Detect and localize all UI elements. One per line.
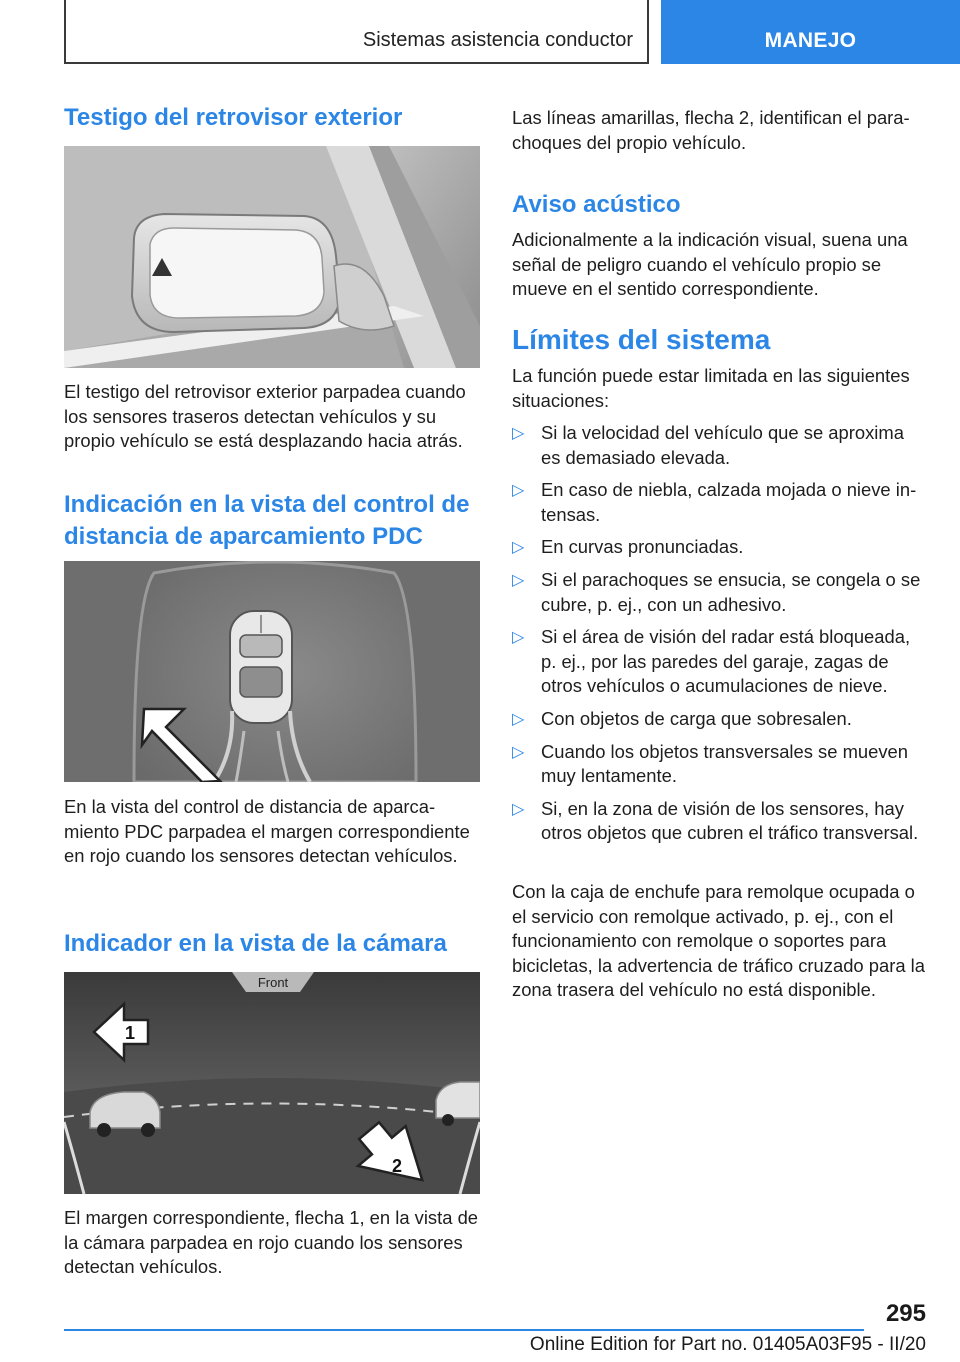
limits-list-item: [512, 421, 928, 470]
heading-audio-warning: Aviso acústico: [512, 191, 681, 218]
bullet-triangle-icon: ▷: [512, 710, 525, 728]
camera-arrow-1-label: 1: [124, 1023, 136, 1043]
pdc-illustration: [64, 561, 480, 782]
paragraph-pdc: En la vista del control de distancia de aparcamiento PDC parpadea el margen correspondiente en rojo cuando los sensores detectan vehículos.: [64, 796, 470, 867]
limits-list-item-text: Si, en la zona de visión de los sensores, hay otros objetos que cubren el tráfico transversal.: [541, 797, 919, 844]
paragraph-limits-intro: La función puede estar limitada en las siguientes situaciones:: [512, 365, 910, 411]
limits-list-item: [512, 568, 928, 617]
limits-list-item: [512, 740, 928, 789]
limits-list-item-text: Si el parachoques se ensucia, se congela o se cubre, p. ej., con un adhesivo.: [541, 568, 921, 615]
page-number: 295: [885, 1300, 926, 1327]
bullet-triangle-icon: ▷: [512, 482, 525, 500]
paragraph-camera: El margen correspondiente, flecha 1, en la vista de la cámara parpadea en rojo cuando los sensores detectan vehículos.: [64, 1207, 479, 1278]
footer-edition: Online Edition for Part no. 01405A03F95 - II/20: [529, 1334, 926, 1355]
bullet-triangle-icon: ▷: [512, 743, 525, 761]
bullet-triangle-icon: ▷: [512, 539, 525, 557]
chapter-tab-label: MANEJO: [764, 29, 857, 52]
footer-divider: [64, 1329, 864, 1331]
limits-list-item-text: Con objetos de carga que sobresalen.: [541, 707, 852, 729]
limits-list-item-text: En curvas pronunciadas.: [541, 536, 744, 558]
limits-list-item-text: Si la velocidad del vehículo que se aproxima es demasiado elevada.: [541, 422, 904, 468]
camera-arrow-2-label: 2: [391, 1156, 403, 1176]
limits-list-item-text: En caso de niebla, calzada mojada o nieve intensas.: [541, 479, 917, 525]
section-title: Sistemas asistencia conductor: [362, 29, 633, 51]
bullet-triangle-icon: ▷: [512, 629, 525, 647]
paragraph-mirror: El testigo del retrovisor exterior parpadea cuando los sensores traseros detectan vehículos y su propio vehículo se está desplazando hacia atrás.: [64, 381, 466, 452]
paragraph-audio-warning: Adicionalmente a la indicación visual, suena una señal de peligro cuando el vehículo propio se mueve en el sentido correspondiente.: [512, 229, 908, 300]
limits-list-item: [512, 478, 928, 527]
limits-list-item: [512, 535, 928, 560]
heading-system-limits: Límites del sistema: [512, 324, 771, 355]
camera-illustration: [64, 972, 480, 1194]
running-header: [64, 0, 649, 64]
limits-list-item: [512, 707, 928, 732]
heading-camera-indicator: Indicador en la vista de la cámara: [64, 930, 447, 957]
paragraph-trailer: Con la caja de enchufe para remolque ocupada o el servicio con remolque activado, p. ej., con el funcionamiento con remolque o soportes para bicicletas, la advertencia de tráfico cruzado para la zona trasera del vehículo no está disponible.: [512, 881, 925, 1001]
limits-list: [512, 421, 928, 854]
bullet-triangle-icon: ▷: [512, 800, 525, 818]
heading-pdc-indicator: Indicación en la vista del control de distancia de aparcamiento PDC: [64, 491, 470, 550]
mirror-illustration: [64, 146, 480, 368]
limits-list-item: [512, 797, 928, 846]
paragraph-yellow-lines: Las líneas amarillas, flecha 2, identifican el parachoques del propio vehículo.: [512, 107, 910, 153]
camera-front-label: Front: [257, 975, 289, 990]
heading-mirror-indicator: Testigo del retrovisor exterior: [64, 104, 403, 131]
limits-list-item-text: Cuando los objetos transversales se mueven muy lentamente.: [541, 740, 908, 787]
limits-list-item: [512, 625, 928, 699]
bullet-triangle-icon: ▷: [512, 571, 525, 589]
limits-list-item-text: Si el área de visión del radar está bloqueada, p. ej., por las paredes del garaje, zagas de otros vehículos o acumulaciones de nieve.: [541, 626, 911, 697]
bullet-triangle-icon: ▷: [512, 425, 525, 442]
chapter-tab[interactable]: [661, 0, 960, 64]
